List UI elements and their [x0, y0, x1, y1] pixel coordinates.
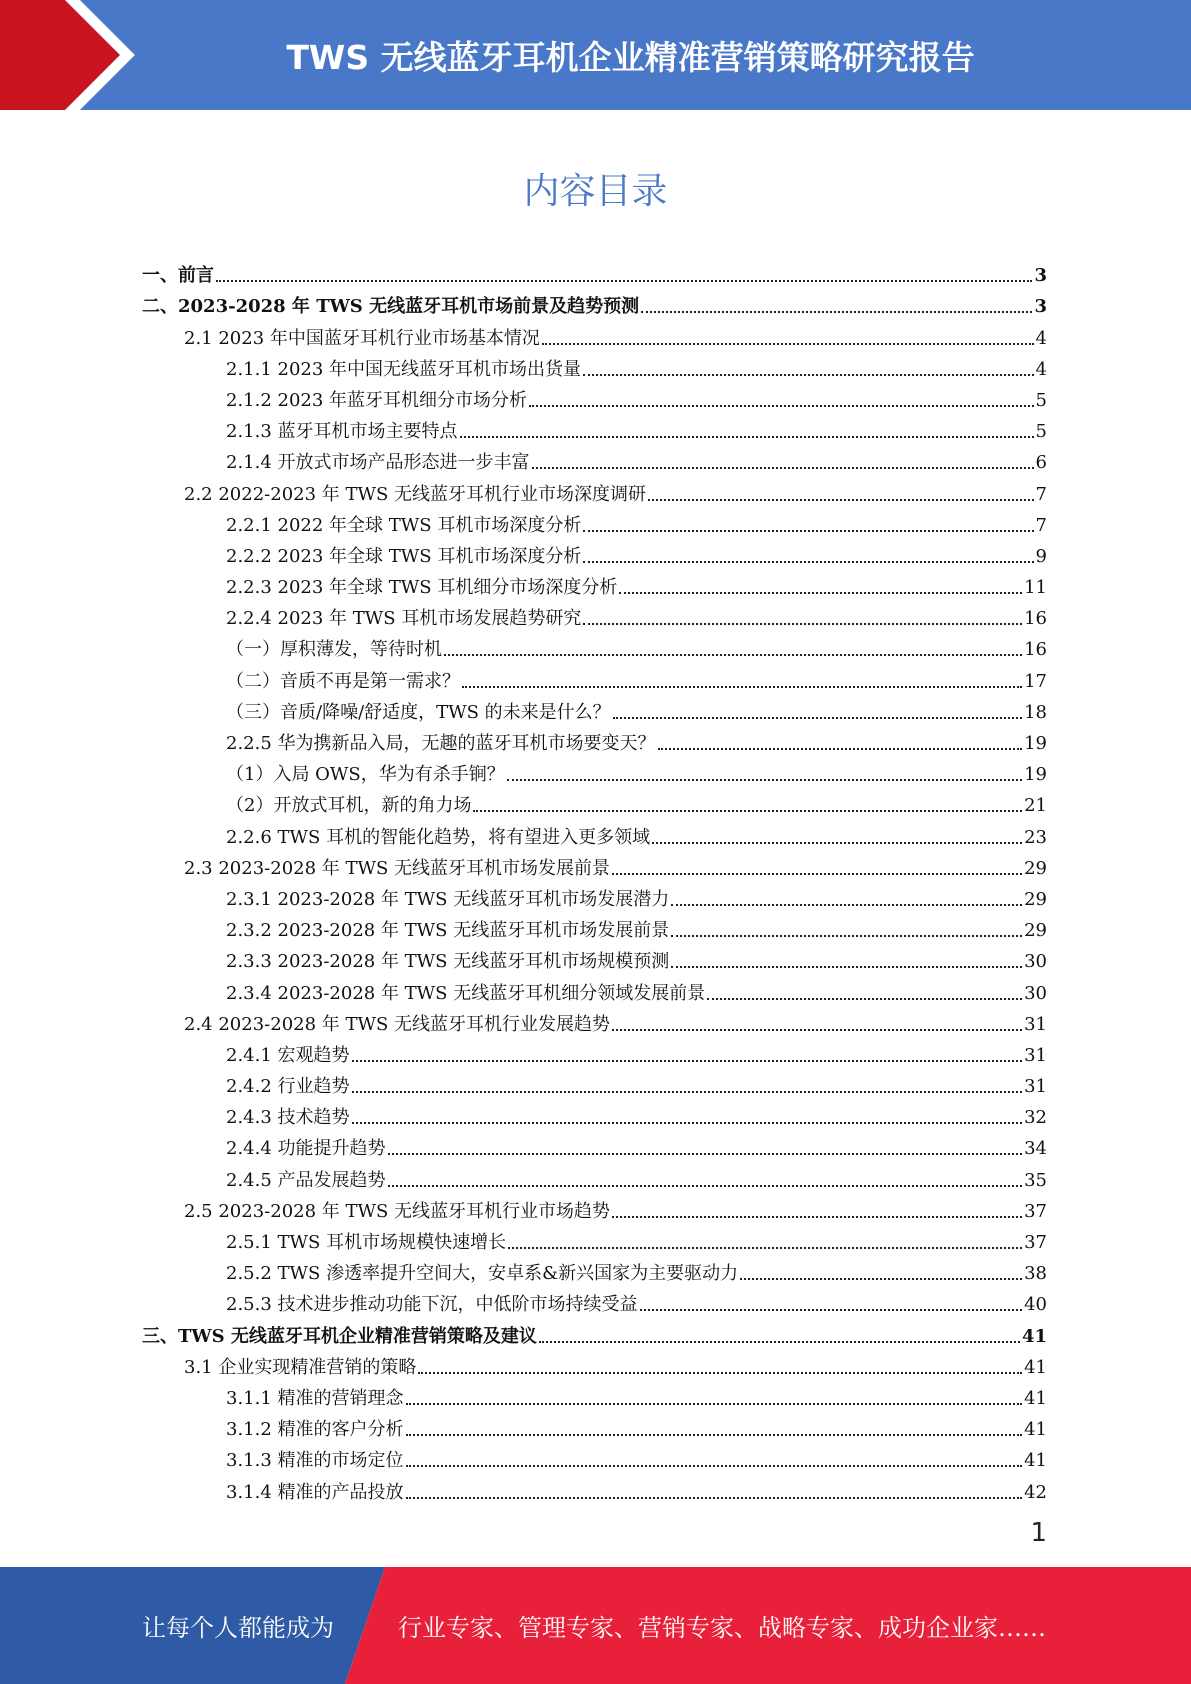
toc-entry-page: 19	[1024, 733, 1047, 754]
toc-entry[interactable]	[142, 630, 1047, 661]
toc-leader-dots	[406, 1403, 1023, 1405]
toc-entry-page: 3	[1034, 296, 1047, 318]
toc-leader-dots	[740, 1278, 1022, 1280]
toc-entry[interactable]	[142, 443, 1047, 474]
toc-entry-page: 40	[1024, 1294, 1047, 1316]
toc-entry[interactable]	[142, 256, 1047, 287]
toc-entry-page: 17	[1024, 670, 1047, 692]
toc-entry-title: 2.2.3 2023 年全球 TWS 耳机细分市场深度分析	[226, 577, 618, 599]
toc-entry[interactable]	[142, 724, 1047, 755]
toc-entry-title: 2.2.6 TWS 耳机的智能化趋势，将有望进入更多领域	[226, 826, 651, 848]
toc-entry[interactable]	[142, 412, 1047, 443]
toc-leader-dots	[658, 748, 1023, 750]
toc-entry-page: 41	[1024, 1450, 1047, 1472]
toc-entry-page: 19	[1024, 764, 1047, 786]
toc-entry-title: 一、前言	[142, 265, 214, 287]
toc-entry-page: 6	[1035, 452, 1047, 474]
toc-entry-title: 2.1 2023 年中国蓝牙耳机行业市场基本情况	[184, 327, 540, 349]
page-number: 1	[1030, 1518, 1047, 1548]
toc-leader-dots	[612, 1216, 1022, 1218]
toc-entry-page: 41	[1024, 1387, 1047, 1409]
toc-entry[interactable]	[142, 599, 1047, 630]
toc-entry[interactable]	[142, 1129, 1047, 1160]
toc-entry[interactable]	[142, 287, 1047, 318]
toc-entry-page: 29	[1024, 857, 1047, 879]
toc-entry-page: 38	[1024, 1263, 1047, 1285]
toc-leader-dots	[671, 966, 1022, 968]
toc-entry-page: 4	[1035, 358, 1047, 380]
toc-entry[interactable]	[142, 1160, 1047, 1191]
toc-leader-dots	[641, 311, 1032, 313]
toc-leader-dots	[352, 1091, 1023, 1093]
toc-entry-page: 35	[1024, 1169, 1047, 1191]
toc-entry-title: 2.3.1 2023-2028 年 TWS 无线蓝牙耳机市场发展潜力	[226, 888, 670, 910]
toc-leader-dots	[652, 842, 1022, 844]
toc-leader-dots	[460, 436, 1034, 438]
toc-entry-page: 16	[1024, 639, 1047, 661]
toc-entry[interactable]	[142, 693, 1047, 724]
toc-entry-page: 5	[1035, 389, 1047, 411]
toc-entry[interactable]	[142, 755, 1047, 786]
toc-entry[interactable]	[142, 880, 1047, 911]
toc-entry[interactable]	[142, 318, 1047, 349]
toc-leader-dots	[352, 1060, 1023, 1062]
toc-leader-dots	[640, 1309, 1023, 1311]
toc-entry-title: 2.1.1 2023 年中国无线蓝牙耳机市场出货量	[226, 358, 582, 380]
toc-entry-title: 三、TWS 无线蓝牙耳机企业精准营销策略及建议	[142, 1325, 537, 1347]
toc-entry-page: 41	[1021, 1325, 1047, 1347]
toc-entry-title: 2.5.3 技术进步推动功能下沉，中低阶市场持续受益	[226, 1294, 638, 1316]
toc-entry-title: 3.1 企业实现精准营销的策略	[184, 1356, 417, 1378]
toc-entry-page: 30	[1024, 982, 1047, 1004]
toc-entry-title: 2.2.4 2023 年 TWS 耳机市场发展趋势研究	[226, 608, 582, 630]
toc-leader-dots	[508, 1247, 1022, 1249]
toc-leader-dots	[473, 810, 1022, 812]
toc-leader-dots	[671, 935, 1022, 937]
toc-entry-title: 2.2 2022-2023 年 TWS 无线蓝牙耳机行业市场深度调研	[184, 483, 647, 505]
toc-leader-dots	[444, 654, 1022, 656]
toc-entry-title: 2.4.4 功能提升趋势	[226, 1138, 386, 1160]
toc-leader-dots	[612, 1029, 1022, 1031]
toc-entry-page: 18	[1024, 701, 1047, 723]
toc-entry[interactable]	[142, 661, 1047, 692]
toc-leader-dots	[532, 467, 1034, 469]
toc-entry-title: 二、2023-2028 年 TWS 无线蓝牙耳机市场前景及趋势预测	[142, 296, 640, 318]
toc-entry-page: 34	[1024, 1138, 1047, 1160]
toc-entry-title: 2.4.5 产品发展趋势	[226, 1169, 386, 1191]
toc-leader-dots	[388, 1185, 1023, 1187]
toc-entry-title: 2.2.5 华为携新品入局，无趣的蓝牙耳机市场要变天？	[226, 733, 656, 754]
toc-entry[interactable]	[142, 849, 1047, 880]
toc-leader-dots	[352, 1122, 1023, 1124]
toc-leader-dots	[216, 280, 1032, 282]
toc-leader-dots	[583, 530, 1033, 532]
toc-leader-dots	[613, 717, 1022, 719]
toc-entry-title: 2.5.2 TWS 渗透率提升空间大，安卓系&新兴国家为主要驱动力	[226, 1263, 739, 1285]
toc-entry-title: （二）音质不再是第一需求？	[226, 670, 460, 692]
toc-leader-dots	[388, 1153, 1023, 1155]
table-of-contents	[142, 256, 1047, 1504]
toc-entry-page: 23	[1024, 826, 1047, 848]
toc-leader-dots	[406, 1497, 1023, 1499]
toc-leader-dots	[529, 405, 1033, 407]
toc-entry-page: 16	[1024, 608, 1047, 630]
toc-entry-title: 2.1.2 2023 年蓝牙耳机细分市场分析	[226, 389, 528, 411]
toc-entry-page: 31	[1024, 1013, 1047, 1035]
toc-entry-title: 2.5.1 TWS 耳机市场规模快速增长	[226, 1232, 507, 1253]
footer-slogan-right: 行业专家、管理专家、营销专家、战略专家、成功企业家……	[398, 1614, 1046, 1642]
toc-leader-dots	[671, 904, 1022, 906]
toc-entry-page: 31	[1024, 1076, 1047, 1098]
toc-entry-title: 3.1.4 精准的产品投放	[226, 1481, 404, 1503]
toc-entry-title: 3.1.3 精准的市场定位	[226, 1450, 404, 1472]
toc-entry-title: 3.1.1 精准的营销理念	[226, 1387, 404, 1409]
toc-entry-page: 3	[1034, 265, 1047, 287]
toc-entry[interactable]	[142, 1254, 1047, 1285]
toc-leader-dots	[707, 998, 1022, 1000]
toc-entry-page: 37	[1024, 1232, 1047, 1253]
toc-leader-dots	[406, 1434, 1023, 1436]
toc-entry[interactable]	[142, 973, 1047, 1004]
toc-entry-page: 29	[1024, 920, 1047, 942]
toc-leader-dots	[583, 623, 1022, 625]
toc-leader-dots	[619, 592, 1022, 594]
toc-leader-dots	[406, 1465, 1023, 1467]
toc-leader-dots	[542, 343, 1034, 345]
toc-entry[interactable]	[142, 537, 1047, 568]
toc-entry[interactable]	[142, 1348, 1047, 1379]
toc-entry-page: 29	[1024, 888, 1047, 910]
toc-entry-page: 5	[1035, 421, 1047, 443]
chevron-arrow-icon	[0, 0, 160, 110]
toc-entry[interactable]	[142, 1067, 1047, 1098]
header-banner	[0, 0, 1191, 110]
toc-title: 内容目录	[523, 171, 668, 212]
toc-entry[interactable]	[142, 568, 1047, 599]
toc-entry[interactable]	[142, 350, 1047, 381]
toc-entry-page: 7	[1035, 514, 1047, 536]
toc-entry-title: 2.3.3 2023-2028 年 TWS 无线蓝牙耳机市场规模预测	[226, 951, 670, 973]
toc-entry-title: （一）厚积薄发，等待时机	[226, 639, 442, 661]
toc-leader-dots	[583, 374, 1033, 376]
toc-entry[interactable]	[142, 1410, 1047, 1441]
footer-banner	[0, 1567, 1191, 1684]
toc-entry[interactable]	[142, 1098, 1047, 1129]
toc-entry[interactable]	[142, 1316, 1047, 1347]
toc-leader-dots	[462, 686, 1022, 688]
toc-entry[interactable]	[142, 1005, 1047, 1036]
toc-entry[interactable]	[142, 942, 1047, 973]
toc-entry-title: 2.2.2 2023 年全球 TWS 耳机市场深度分析	[226, 545, 582, 567]
toc-entry-title: 3.1.2 精准的客户分析	[226, 1419, 404, 1441]
toc-entry[interactable]	[142, 506, 1047, 537]
toc-entry-page: 41	[1024, 1356, 1047, 1378]
toc-entry[interactable]	[142, 1192, 1047, 1223]
toc-entry-title: 2.3 2023-2028 年 TWS 无线蓝牙耳机市场发展前景	[184, 857, 611, 879]
toc-leader-dots	[539, 1341, 1020, 1343]
toc-entry-title: 2.3.4 2023-2028 年 TWS 无线蓝牙耳机细分领域发展前景	[226, 982, 706, 1004]
toc-entry[interactable]	[142, 817, 1047, 848]
toc-entry[interactable]	[142, 911, 1047, 942]
toc-entry-title: 2.4.1 宏观趋势	[226, 1044, 350, 1066]
toc-entry-title: 2.4 2023-2028 年 TWS 无线蓝牙耳机行业发展趋势	[184, 1013, 611, 1035]
toc-entry[interactable]	[142, 786, 1047, 817]
toc-entry-page: 30	[1024, 951, 1047, 973]
toc-entry-title: 2.3.2 2023-2028 年 TWS 无线蓝牙耳机市场发展前景	[226, 920, 670, 942]
toc-entry-page: 4	[1035, 327, 1047, 349]
toc-entry-page: 21	[1024, 795, 1047, 817]
toc-entry-title: 2.1.3 蓝牙耳机市场主要特点	[226, 421, 458, 443]
toc-leader-dots	[648, 499, 1033, 501]
toc-entry-title: 2.2.1 2022 年全球 TWS 耳机市场深度分析	[226, 514, 582, 536]
toc-entry[interactable]	[142, 1379, 1047, 1410]
toc-entry-title: 2.1.4 开放式市场产品形态进一步丰富	[226, 452, 530, 474]
toc-entry-page: 31	[1024, 1044, 1047, 1066]
toc-entry[interactable]	[142, 474, 1047, 505]
toc-entry-title: （1）入局 OWS，华为有杀手锏？	[226, 764, 505, 786]
toc-entry-page: 9	[1035, 545, 1047, 567]
toc-entry-title: （三）音质/降噪/舒适度，TWS 的未来是什么？	[226, 701, 611, 723]
toc-entry[interactable]	[142, 1036, 1047, 1067]
report-title: TWS 无线蓝牙耳机企业精准营销策略研究报告	[286, 37, 975, 77]
toc-entry[interactable]	[142, 381, 1047, 412]
toc-leader-dots	[507, 779, 1022, 781]
toc-entry-title: 2.4.3 技术趋势	[226, 1107, 350, 1129]
toc-entry-page: 37	[1024, 1200, 1047, 1222]
toc-entry[interactable]	[142, 1472, 1047, 1503]
toc-entry-page: 41	[1024, 1419, 1047, 1441]
footer-slogan-left: 让每个人都能成为	[142, 1614, 334, 1642]
toc-entry-title: （2）开放式耳机，新的角力场	[226, 795, 472, 817]
toc-entry-page: 7	[1035, 483, 1047, 505]
toc-leader-dots	[583, 561, 1033, 563]
toc-leader-dots	[612, 873, 1022, 875]
toc-entry-page: 11	[1024, 577, 1047, 599]
toc-entry-title: 2.5 2023-2028 年 TWS 无线蓝牙耳机行业市场趋势	[184, 1200, 611, 1222]
toc-entry-title: 2.4.2 行业趋势	[226, 1076, 350, 1098]
toc-entry[interactable]	[142, 1285, 1047, 1316]
toc-entry[interactable]	[142, 1223, 1047, 1254]
toc-entry-page: 42	[1024, 1481, 1047, 1503]
toc-leader-dots	[418, 1372, 1022, 1374]
toc-entry-page: 32	[1024, 1107, 1047, 1129]
toc-entry[interactable]	[142, 1441, 1047, 1472]
